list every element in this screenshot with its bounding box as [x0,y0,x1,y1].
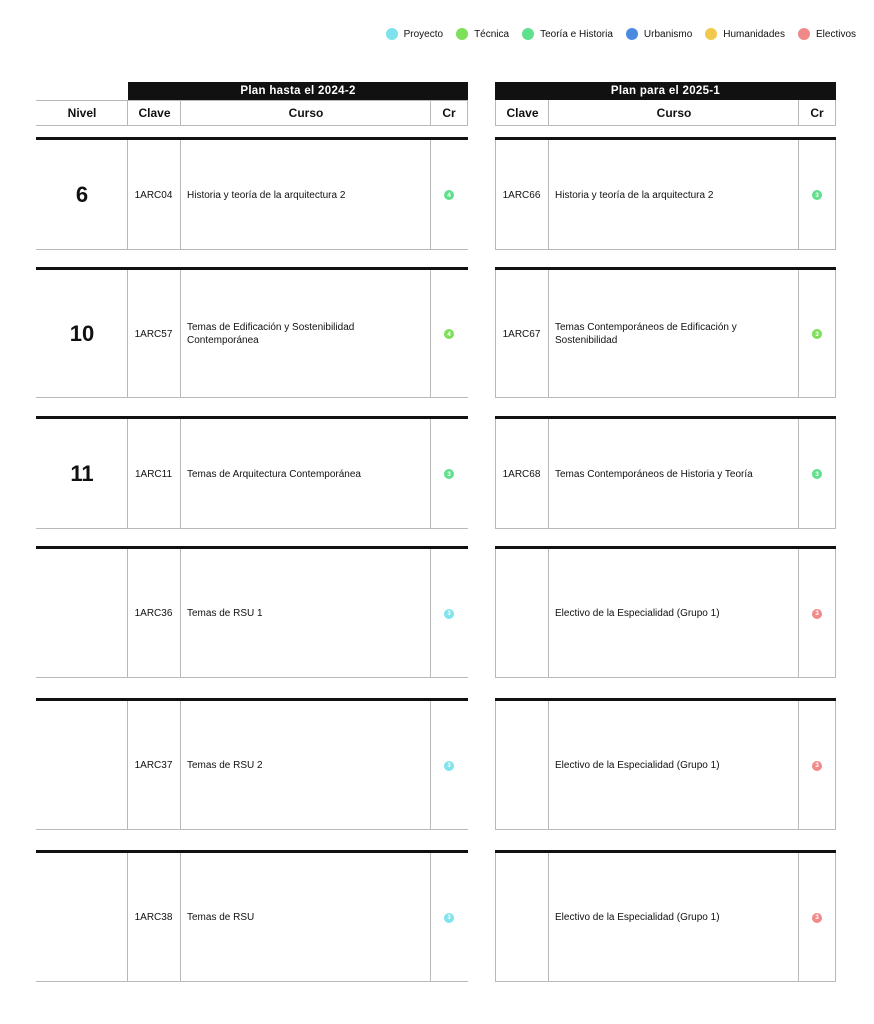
column-divider [835,419,836,529]
legend-item [522,28,613,40]
course-code: 1ARC11 [134,468,173,480]
course-name: Electivo de la Especialidad (Grupo 1) [555,608,720,619]
legend [386,27,856,41]
course-name: Temas de RSU 1 [187,608,263,619]
header-clave-old: Clave [127,100,181,126]
legend-dot-icon [626,28,638,40]
level-number: 6 [75,182,89,207]
column-divider [798,419,799,529]
header-curso-old: Curso [180,100,431,126]
credit-badge: 3 [812,190,822,200]
course-code [495,701,548,830]
credit-badge: 3 [812,609,822,619]
legend-item [626,28,692,40]
legend-item [798,28,856,40]
header-nivel: Nivel [67,106,97,120]
header-curso-new: Curso [548,100,799,126]
row-block-new [495,546,836,678]
course-name: Temas de Edificación y Sostenibilidad Contemporánea [187,322,355,346]
column-divider [180,270,181,398]
legend-dot-icon [456,28,468,40]
column-divider [430,701,431,830]
course-name: Temas de RSU [187,912,255,923]
credit-badge: 3 [444,761,454,771]
column-divider [548,853,549,982]
column-divider [835,853,836,982]
column-divider [430,270,431,398]
row-block-new [495,850,836,982]
column-divider [798,140,799,250]
credit-badge: 4 [444,329,454,339]
header-divider-new [495,125,836,126]
row-block-new [495,137,836,250]
header-cr-new: Cr [798,100,836,126]
level-number [36,701,128,830]
legend-item [456,28,509,40]
legend-item [705,28,785,40]
course-name: Temas de RSU 2 [187,760,263,771]
course-code: 1ARC66 [502,189,541,201]
level-number: 10 [69,321,95,346]
legend-label: Técnica [474,28,510,40]
credit-badge: 3 [444,609,454,619]
course-name: Electivo de la Especialidad (Grupo 1) [555,912,720,923]
credit-badge: 3 [444,913,454,923]
credit-badge: 3 [812,761,822,771]
course-code: 1ARC37 [134,760,173,771]
column-divider [430,419,431,529]
legend-label: Electivos [815,28,856,40]
column-divider [548,140,549,250]
legend-dot-icon [705,28,717,40]
legend-label: Proyecto [403,28,444,40]
course-code: 1ARC04 [134,189,173,201]
column-divider [180,140,181,250]
legend-dot-icon [798,28,810,40]
header-divider-top-old [36,100,468,101]
column-divider [835,140,836,250]
column-divider [430,549,431,678]
column-divider [180,419,181,529]
legend-dot-icon [386,28,398,40]
course-name: Temas de Arquitectura Contemporánea [187,468,361,480]
column-divider [548,549,549,678]
header-divider-old [36,125,468,126]
column-divider [835,549,836,678]
course-name: Temas Contemporáneos de Historia y Teoría [555,468,753,480]
column-divider [835,701,836,830]
column-divider [180,701,181,830]
course-name: Historia y teoría de la arquitectura 2 [555,189,714,201]
column-divider [430,853,431,982]
plan-old-title: Plan hasta el 2024-2 [128,82,468,100]
course-code: 1ARC57 [134,328,173,340]
legend-label: Urbanismo [643,28,693,40]
column-divider [835,270,836,398]
header-cr-old: Cr [430,100,468,126]
column-divider [798,270,799,398]
legend-item [386,28,443,40]
course-name: Electivo de la Especialidad (Grupo 1) [555,760,720,771]
credit-badge: 3 [812,913,822,923]
header-clave-new: Clave [495,100,549,126]
column-divider [798,549,799,678]
credit-badge: 3 [812,469,822,479]
course-code [495,853,548,982]
column-divider [430,140,431,250]
course-code: 1ARC36 [134,608,173,619]
row-block-new [495,416,836,529]
column-divider [548,270,549,398]
column-divider [548,701,549,830]
course-name: Temas Contemporáneos de Edificación y Sostenibilidad [555,322,737,346]
row-block-new [495,698,836,830]
credit-badge: 4 [444,190,454,200]
course-code: 1ARC38 [134,912,173,923]
legend-label: Teoría e Historia [540,28,613,40]
level-number [36,853,128,982]
legend-label: Humanidades [723,28,785,40]
column-divider [548,419,549,529]
row-block-new [495,267,836,398]
credit-badge: 3 [812,329,822,339]
level-number: 11 [70,461,94,486]
legend-dot-icon [522,28,534,40]
credit-badge: 3 [444,469,454,479]
column-divider [180,853,181,982]
column-divider [798,701,799,830]
course-name: Historia y teoría de la arquitectura 2 [187,189,346,201]
course-code [495,549,548,678]
course-code: 1ARC67 [502,328,541,340]
column-divider [798,853,799,982]
course-code: 1ARC68 [502,468,541,480]
plan-new-title: Plan para el 2025-1 [495,82,836,100]
level-number [36,549,128,678]
column-divider [180,549,181,678]
